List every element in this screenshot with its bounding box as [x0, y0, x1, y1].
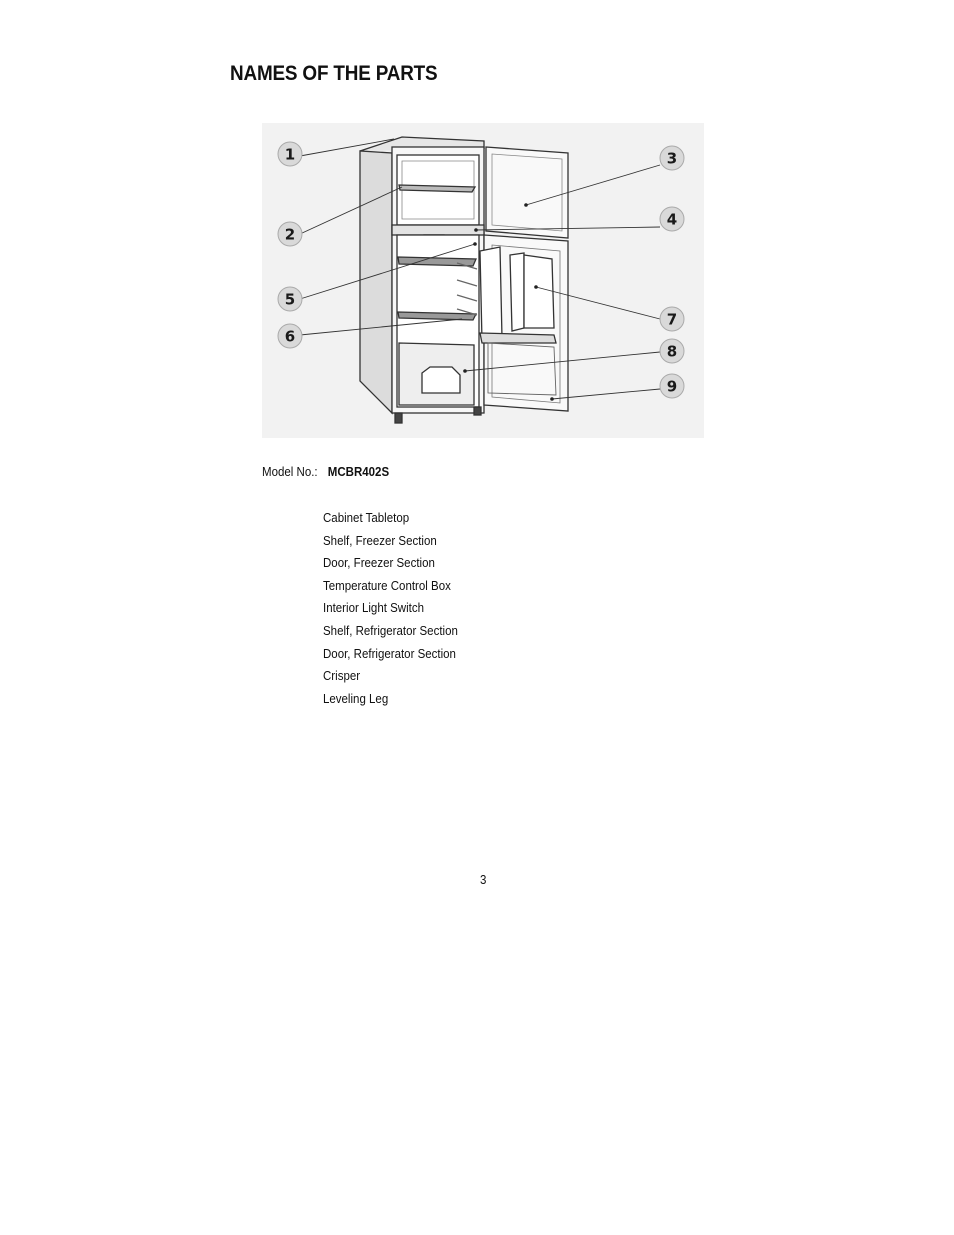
callout-1	[278, 142, 302, 166]
refrigerator-diagram	[262, 123, 704, 438]
callout-3	[660, 146, 684, 170]
model-value: MCBR402S	[327, 465, 390, 479]
part-item-7: Door, Refrigerator Section	[323, 646, 456, 661]
callout-7	[660, 307, 684, 331]
part-item-1: Cabinet Tabletop	[323, 511, 410, 525]
callout-6	[278, 324, 302, 348]
refrigerator-door-illustration	[480, 235, 568, 411]
part-item-2: Shelf, Freezer Section	[323, 533, 437, 548]
part-item-5: Interior Light Switch	[323, 601, 424, 616]
part-item-4: Temperature Control Box	[323, 578, 451, 593]
model-number	[262, 465, 389, 479]
page-number: 3	[480, 873, 487, 887]
callout-8	[660, 339, 684, 363]
part-item-9: Leveling Leg	[323, 691, 389, 706]
svg-text:3: 3	[666, 149, 678, 168]
part-item-8: Crisper	[323, 669, 361, 684]
cabinet-illustration	[360, 137, 484, 423]
callout-2	[278, 222, 302, 246]
page-title: NAMES OF THE PARTS	[230, 62, 438, 85]
callout-5	[278, 287, 302, 311]
svg-text:4: 4	[666, 210, 678, 229]
svg-text:6: 6	[284, 327, 296, 346]
callout-4	[660, 207, 684, 231]
svg-text:9: 9	[666, 377, 678, 396]
svg-text:7: 7	[666, 310, 678, 329]
svg-text:5: 5	[284, 290, 296, 309]
freezer-door-illustration	[486, 147, 568, 238]
svg-text:2: 2	[284, 225, 296, 244]
parts-list	[323, 510, 458, 713]
svg-text:8: 8	[666, 342, 678, 361]
part-item-3: Door, Freezer Section	[323, 556, 435, 571]
callout-9	[660, 374, 684, 398]
part-item-6: Shelf, Refrigerator Section	[323, 623, 458, 638]
model-label: Model No.:	[262, 465, 318, 479]
svg-text:1: 1	[284, 145, 296, 164]
